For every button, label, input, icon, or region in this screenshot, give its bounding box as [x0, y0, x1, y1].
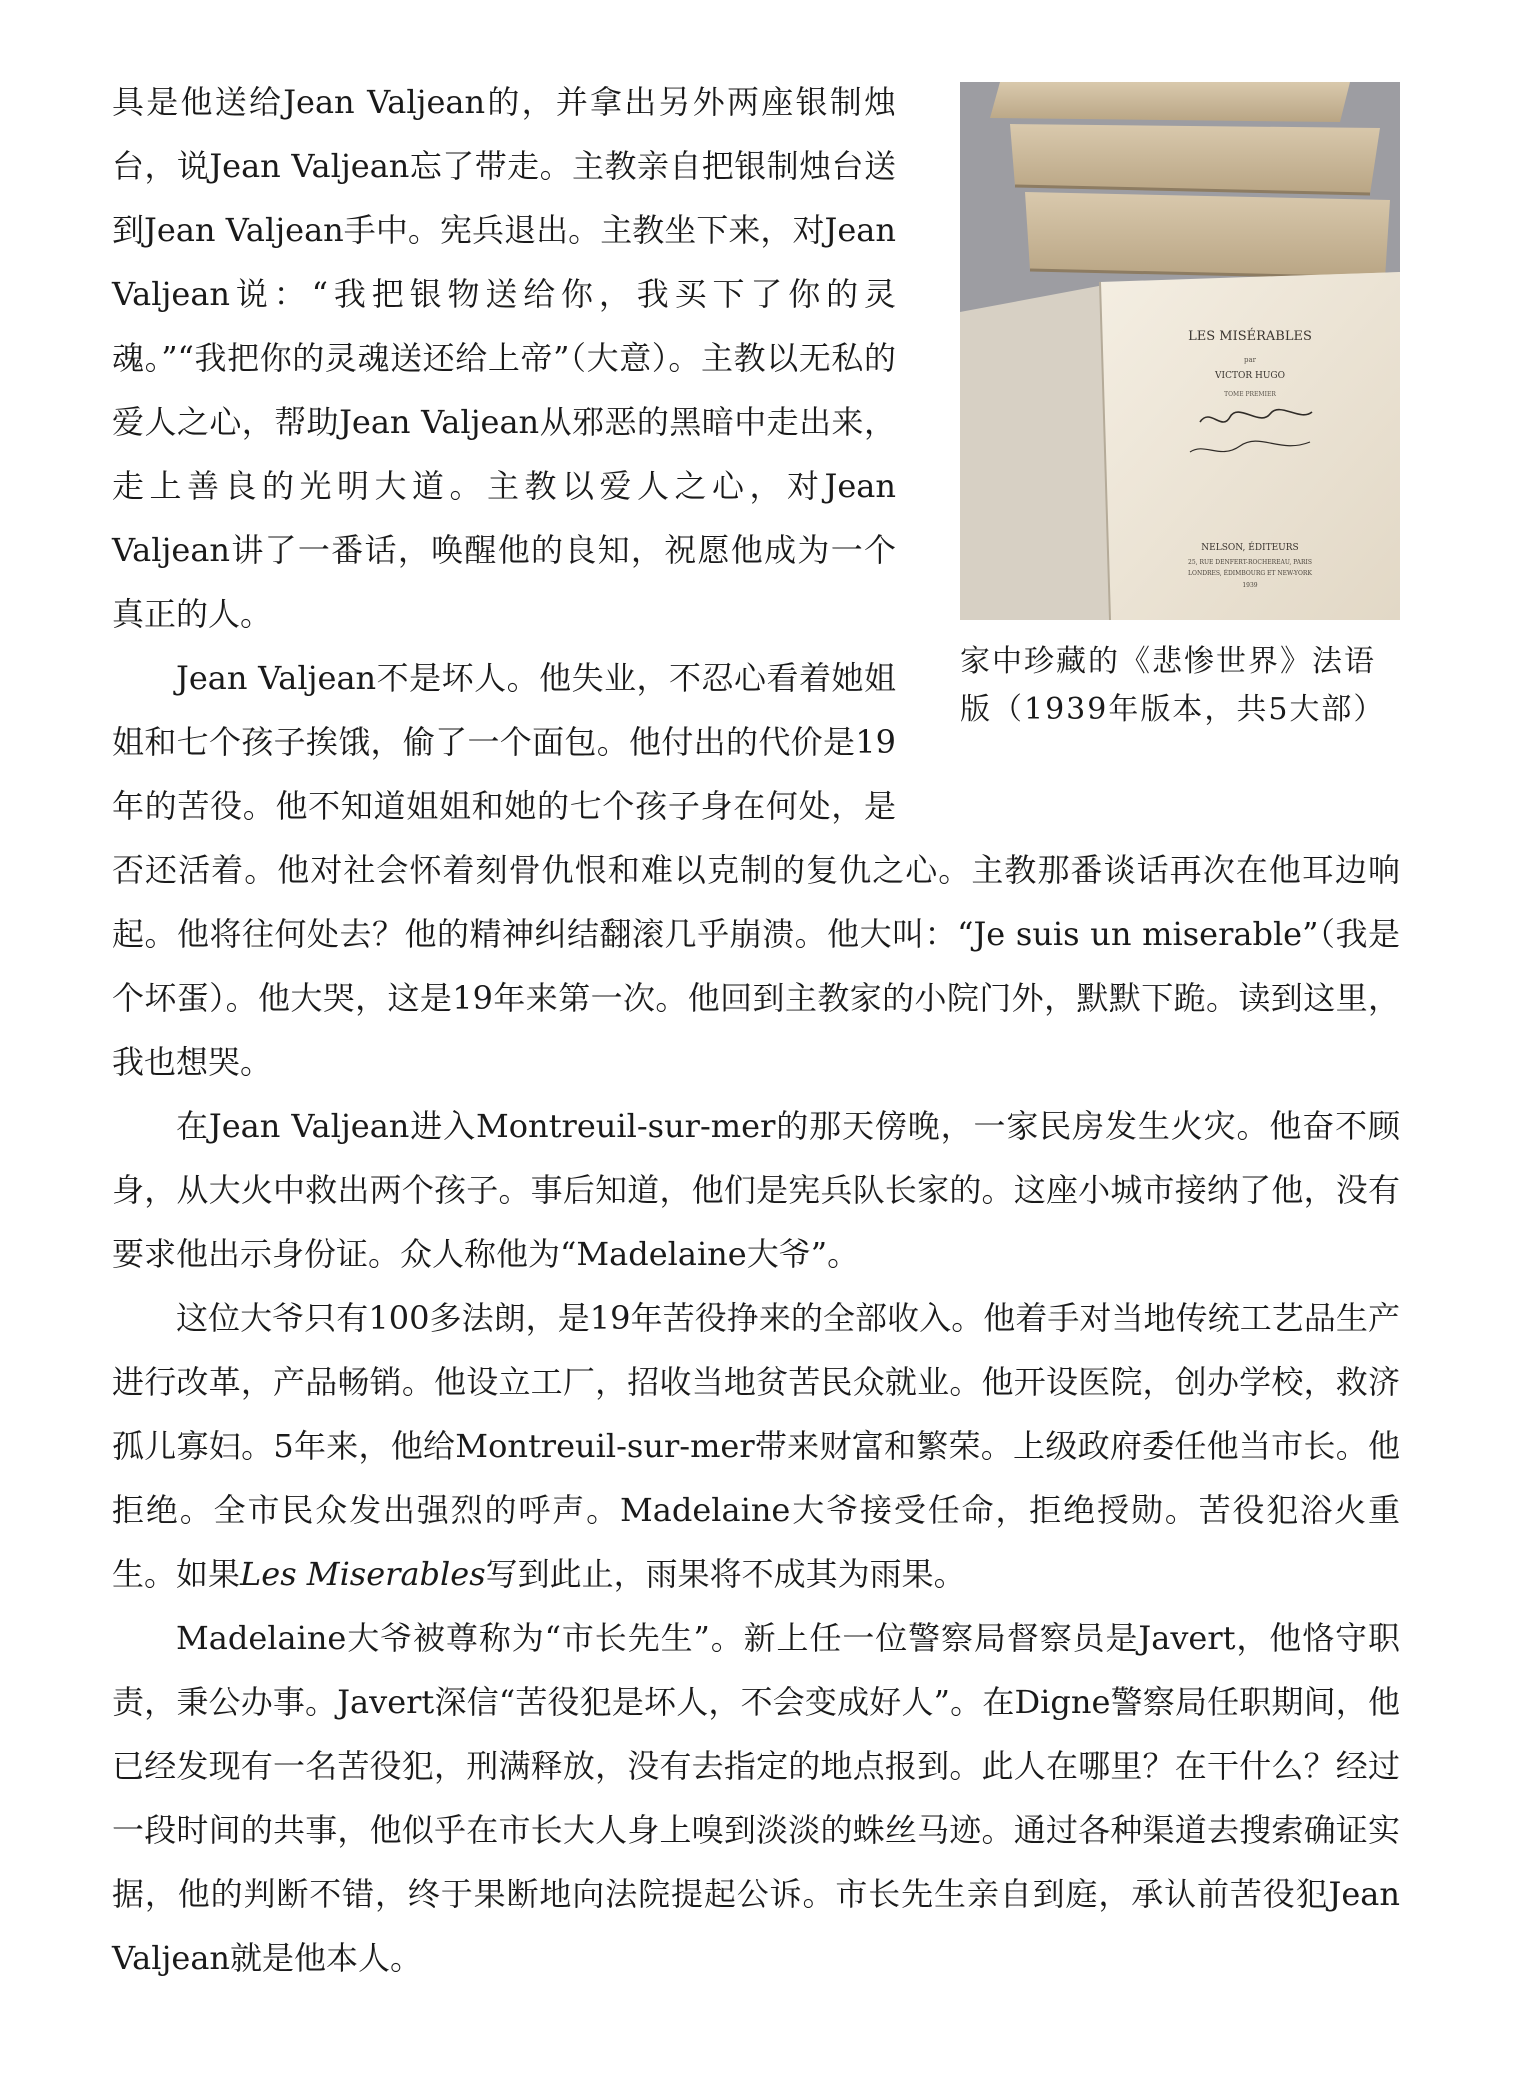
paragraph-4-segment-1: 这位大爷只有100多法朗，是19年苦役挣来的全部收入。他着手对当地传统工艺品生产进行改革，产品畅销。他设立工厂，招收当地贫苦民众就业。他开设医院，创办学校，救济孤儿寡妇。5年来，他给Montreuil-sur-mer带来财富和繁荣。上级政府委任他当市长。他拒绝。全市民众发出强烈的呼声。Madelaine大爷接受任命，拒绝授勋。苦役犯浴火重生。如果 [112, 1299, 1400, 1593]
photo-author: VICTOR HUGO [1215, 371, 1285, 381]
photo-address-2: LONDRES, ÉDIMBOURG ET NEW-YORK [1188, 570, 1312, 577]
paragraph-4 [112, 1286, 1400, 1606]
paragraph-3-segment-1: 在Jean Valjean进入Montreuil-sur-mer的那天傍晚，一家民房发生火灾。他奋不顾身，从大火中救出两个孩子。事后知道，他们是宪兵队长家的。这座小城市接纳了他，没有要求他出示身份证。众人称他为“Madelaine大爷”。 [112, 1107, 1400, 1273]
paragraph-3 [112, 1094, 1400, 1286]
caption-line-1: 家中珍藏的《悲惨世界》法语 [960, 644, 1376, 679]
paragraph-5 [112, 1606, 1400, 1990]
photo-tome: TOME PREMIER [1224, 391, 1276, 398]
figure-spacer [960, 70, 1400, 795]
paragraph-1-segment-1: 具是他送给Jean Valjean的，并拿出另外两座银制烛台，说Jean Valjean忘了带走。主教亲自把银制烛台送到Jean Valjean手中。宪兵退出。主教坐下来，对Jean Valjean说：“我把银物送给你，我买下了你的灵魂。”“我把你的灵魂送还给上帝”（大意）。主教以无私的爱人之心，帮助Jean Valjean从邪恶的黑暗中走出来，走上善良的光明大道。主教以爱人之心，对Jean Valjean讲了一番话，唤醒他的良知，祝愿他成为一个真正的人。 [112, 83, 896, 633]
photo-title: LES MISÉRABLES [1188, 329, 1312, 344]
photo-address-1: 25, RUE DENFERT-ROCHEREAU, PARIS [1188, 559, 1312, 566]
article-body [112, 70, 1400, 1990]
photo-year: 1939 [1242, 582, 1258, 589]
photo-publisher: NELSON, ÉDITEURS [1201, 543, 1299, 553]
paragraph-4-segment-2: Les Miserables [240, 1555, 486, 1593]
paragraph-4-segment-3: 写到此止，雨果将不成其为雨果。 [485, 1555, 966, 1593]
caption-line-2: 版（1939年版本，共5大部） [960, 692, 1386, 727]
photo-by: par [1243, 356, 1257, 364]
paragraph-5-segment-1: Madelaine大爷被尊称为“市长先生”。新上任一位警察局督察员是Javert，他恪守职责，秉公办事。Javert深信“苦役犯是坏人，不会变成好人”。在Digne警察局任职期间，他已经发现有一名苦役犯，刑满释放，没有去指定的地点报到。此人在哪里？在干什么？经过一段时间的共事，他似乎在市长大人身上嗅到淡淡的蛛丝马迹。通过各种渠道去搜索确证实据，他的判断不错，终于果断地向法院提起公诉。市长先生亲自到庭，承认前苦役犯Jean Valjean就是他本人。 [112, 1619, 1400, 1977]
paragraph-2-segment-1: Jean Valjean不是坏人。他失业，不忍心看着她姐姐和七个孩子挨饿，偷了一个面包。他付出的代价是19年的苦役。他不知道姐姐和她的七个孩子身在何处，是否还活着。他对社会怀着刻骨仇恨和难以克制的复仇之心。主教那番谈话再次在他耳边响起。他将往何处去？他的精神纠结翻滚几乎崩溃。他大叫：“Je suis un miserable”（我是个坏蛋）。他大哭，这是19年来第一次。他回到主教家的小院门外，默默下跪。读到这里，我也想哭。 [112, 659, 1400, 1081]
